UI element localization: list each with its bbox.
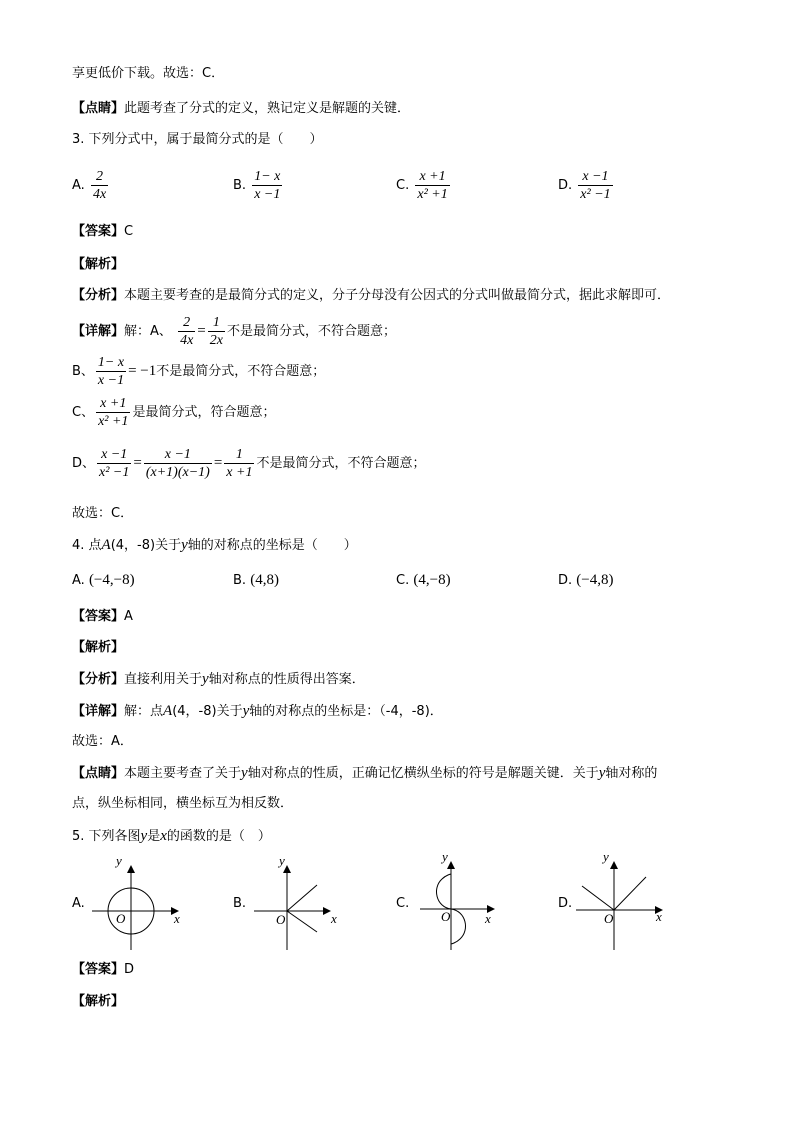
- q4-option-d: [558, 570, 614, 591]
- denominator: 4x: [92, 187, 107, 202]
- text: 的函数的是（ ）: [166, 829, 271, 844]
- var: A: [163, 703, 173, 719]
- denominator: x² −1: [580, 187, 611, 202]
- text: 轴的对称点的坐标是（ ）: [187, 538, 357, 553]
- q5-option-c-label: C.: [396, 896, 410, 911]
- y-axis-label: y: [116, 853, 122, 868]
- text: 轴对称的: [605, 766, 658, 781]
- var: y: [242, 703, 250, 719]
- x-axis-label: x: [174, 911, 180, 926]
- xiangjie-line: [72, 701, 443, 722]
- var: y: [202, 671, 209, 687]
- numerator: x +1: [419, 169, 446, 184]
- numerator: 1− x: [254, 169, 281, 184]
- numerator: x −1: [582, 169, 609, 184]
- option-label: C.: [396, 178, 410, 193]
- text-line: 享更低价下载。故选：C．: [72, 66, 225, 81]
- section-tag: 【点睛】: [72, 101, 125, 116]
- numerator: x +1: [100, 396, 127, 411]
- text: 轴的对称点的坐标是：（-4，-8)．: [249, 704, 443, 719]
- section-tag: 【答案】: [72, 962, 125, 977]
- graph-c: [418, 852, 528, 952]
- text: (4，-8)关于: [172, 704, 243, 719]
- ray-up: [287, 885, 317, 911]
- select-line: 故选：A．: [72, 734, 133, 749]
- option-label: B.: [233, 573, 247, 588]
- fraction: [224, 446, 254, 481]
- text: 解：A、: [124, 324, 172, 339]
- text: 本题主要考查的是最简分式的定义，分子分母没有公因式的分式叫做最简分式，据此求解即可．: [124, 288, 671, 303]
- q5-option-a-label: A.: [72, 896, 85, 911]
- text: 本题主要考查了关于: [124, 766, 242, 781]
- dianjing-line: [72, 763, 657, 784]
- numerator: 1− x: [97, 355, 125, 370]
- denominator: 2x: [209, 333, 223, 348]
- fraction: [208, 314, 225, 349]
- option-value: (4,8): [250, 572, 279, 588]
- text: 是最简分式，符合题意；: [132, 405, 276, 420]
- numerator: 1: [212, 315, 220, 330]
- analysis-tag: 【解析】: [72, 257, 125, 272]
- option-label: A.: [72, 573, 85, 588]
- fraction: [252, 168, 282, 203]
- q3-option-a: [72, 168, 110, 203]
- left-semicircle: [436, 874, 451, 909]
- q3-option-d: [558, 168, 615, 203]
- answer-line: [72, 607, 133, 627]
- denominator: x +1: [226, 465, 253, 480]
- origin-label: O: [441, 909, 451, 924]
- option-label: B.: [233, 178, 247, 193]
- numerator: x −1: [164, 447, 191, 462]
- y-axis-label: y: [279, 853, 285, 868]
- q4-option-a: [72, 570, 135, 591]
- fraction: [178, 314, 195, 349]
- q4-option-c: [396, 570, 451, 591]
- numerator: x −1: [101, 447, 128, 462]
- xiangjie-c-line: [72, 395, 275, 430]
- numerator: 2: [96, 169, 104, 184]
- fenxi-line: [72, 669, 365, 690]
- option-value: (4,−8): [413, 572, 451, 588]
- answer-value: A: [124, 609, 133, 624]
- text: 4. 点: [72, 538, 102, 553]
- q3-option-c: [396, 168, 452, 203]
- text: 不是最简分式，不符合题意；: [156, 364, 326, 379]
- xiangjie-d-line: [72, 446, 425, 481]
- x-axis-label: x: [656, 909, 662, 924]
- section-tag: 【点睛】: [72, 766, 125, 781]
- x-axis-label: x: [485, 911, 491, 926]
- text: 是: [147, 829, 161, 844]
- xiangjie-b-line: [72, 354, 325, 389]
- denominator: x² +1: [417, 187, 448, 202]
- text: 轴对称点的性质得出答案．: [208, 672, 365, 687]
- origin-label: O: [116, 911, 126, 926]
- fraction: [91, 168, 108, 203]
- answer-line: [72, 222, 133, 242]
- answer-value: C: [124, 224, 134, 239]
- text: 不是最简分式，不符合题意；: [256, 456, 426, 471]
- dianjing-line: [72, 99, 410, 119]
- text: C、: [72, 405, 95, 420]
- text: 5. 下列各图: [72, 829, 141, 844]
- q5-option-b-label: B.: [233, 896, 247, 911]
- denominator: x² −1: [99, 465, 130, 480]
- origin-label: O: [276, 912, 286, 927]
- var: y: [598, 765, 606, 781]
- right-semicircle: [451, 909, 466, 944]
- text: 轴对称点的性质，正确记忆横纵坐标的符号是解题关键．关于: [247, 766, 599, 781]
- xiangjie-a-line: [72, 314, 396, 349]
- section-tag: 【分析】: [72, 288, 125, 303]
- option-label: D.: [558, 573, 573, 588]
- section-tag: 【分析】: [72, 672, 125, 687]
- text: D、: [72, 456, 96, 471]
- y-axis-label: y: [442, 852, 448, 864]
- var: x: [160, 828, 167, 844]
- dianjing-line-2: 点，纵坐标相同，横坐标互为相反数．: [72, 796, 294, 811]
- fenxi-line: [72, 286, 670, 306]
- option-label: C.: [396, 573, 410, 588]
- option-value: (−4,−8): [88, 572, 135, 588]
- var: y: [140, 828, 148, 844]
- graph-a: [88, 852, 198, 952]
- text: (4，-8)关于: [110, 538, 182, 553]
- question-4: [72, 535, 357, 556]
- graph-d: [574, 852, 684, 952]
- fraction: [96, 395, 130, 430]
- text: 直接利用关于: [124, 672, 203, 687]
- question-5: [72, 826, 271, 847]
- x-axis-label: x: [331, 911, 337, 926]
- fraction: [578, 168, 612, 203]
- q5-option-d-label: D.: [558, 896, 573, 911]
- option-label: A.: [72, 178, 85, 193]
- numerator: 1: [235, 447, 243, 462]
- answer-line: [72, 960, 134, 980]
- answer-value: D: [124, 962, 135, 977]
- text: 此题考查了分式的定义，熟记定义是解题的关键．: [124, 101, 411, 116]
- fraction: [144, 446, 212, 481]
- var: y: [181, 537, 188, 553]
- option-value: (−4,8): [576, 572, 614, 588]
- denominator: x −1: [254, 187, 281, 202]
- section-tag: 【详解】: [72, 704, 125, 719]
- question-3: 3. 下列分式中，属于最简分式的是（ ）: [72, 132, 323, 147]
- ray-down: [287, 911, 317, 932]
- graph-b: [252, 852, 362, 952]
- fraction: [415, 168, 449, 203]
- option-label: D.: [558, 178, 573, 193]
- fraction: [96, 354, 126, 389]
- text: 解：点: [124, 704, 164, 719]
- analysis-tag: 【解析】: [72, 994, 125, 1009]
- var: A: [101, 537, 111, 553]
- denominator: x −1: [97, 373, 125, 388]
- numerator: 2: [183, 315, 191, 330]
- equals: =: [213, 455, 223, 471]
- denominator: (x+1)(x−1): [145, 465, 210, 480]
- y-axis-label: y: [603, 852, 609, 864]
- right-ray: [614, 877, 646, 910]
- section-tag: 【答案】: [72, 609, 125, 624]
- fraction: [97, 446, 131, 481]
- section-tag: 【详解】: [72, 324, 125, 339]
- origin-label: O: [604, 911, 614, 926]
- analysis-tag: 【解析】: [72, 640, 125, 655]
- section-tag: 【答案】: [72, 224, 125, 239]
- select-line: 故选：C．: [72, 506, 134, 521]
- equals: =: [133, 455, 142, 471]
- left-ray: [582, 886, 614, 910]
- text: B、: [72, 364, 94, 379]
- equals: = −1: [128, 363, 157, 379]
- q4-option-b: [233, 570, 279, 591]
- denominator: x² +1: [98, 414, 129, 429]
- var: y: [241, 765, 248, 781]
- text: 不是最简分式，不符合题意；: [226, 324, 396, 339]
- denominator: 4x: [180, 333, 194, 348]
- equals: =: [197, 323, 206, 339]
- q3-option-b: [233, 168, 284, 203]
